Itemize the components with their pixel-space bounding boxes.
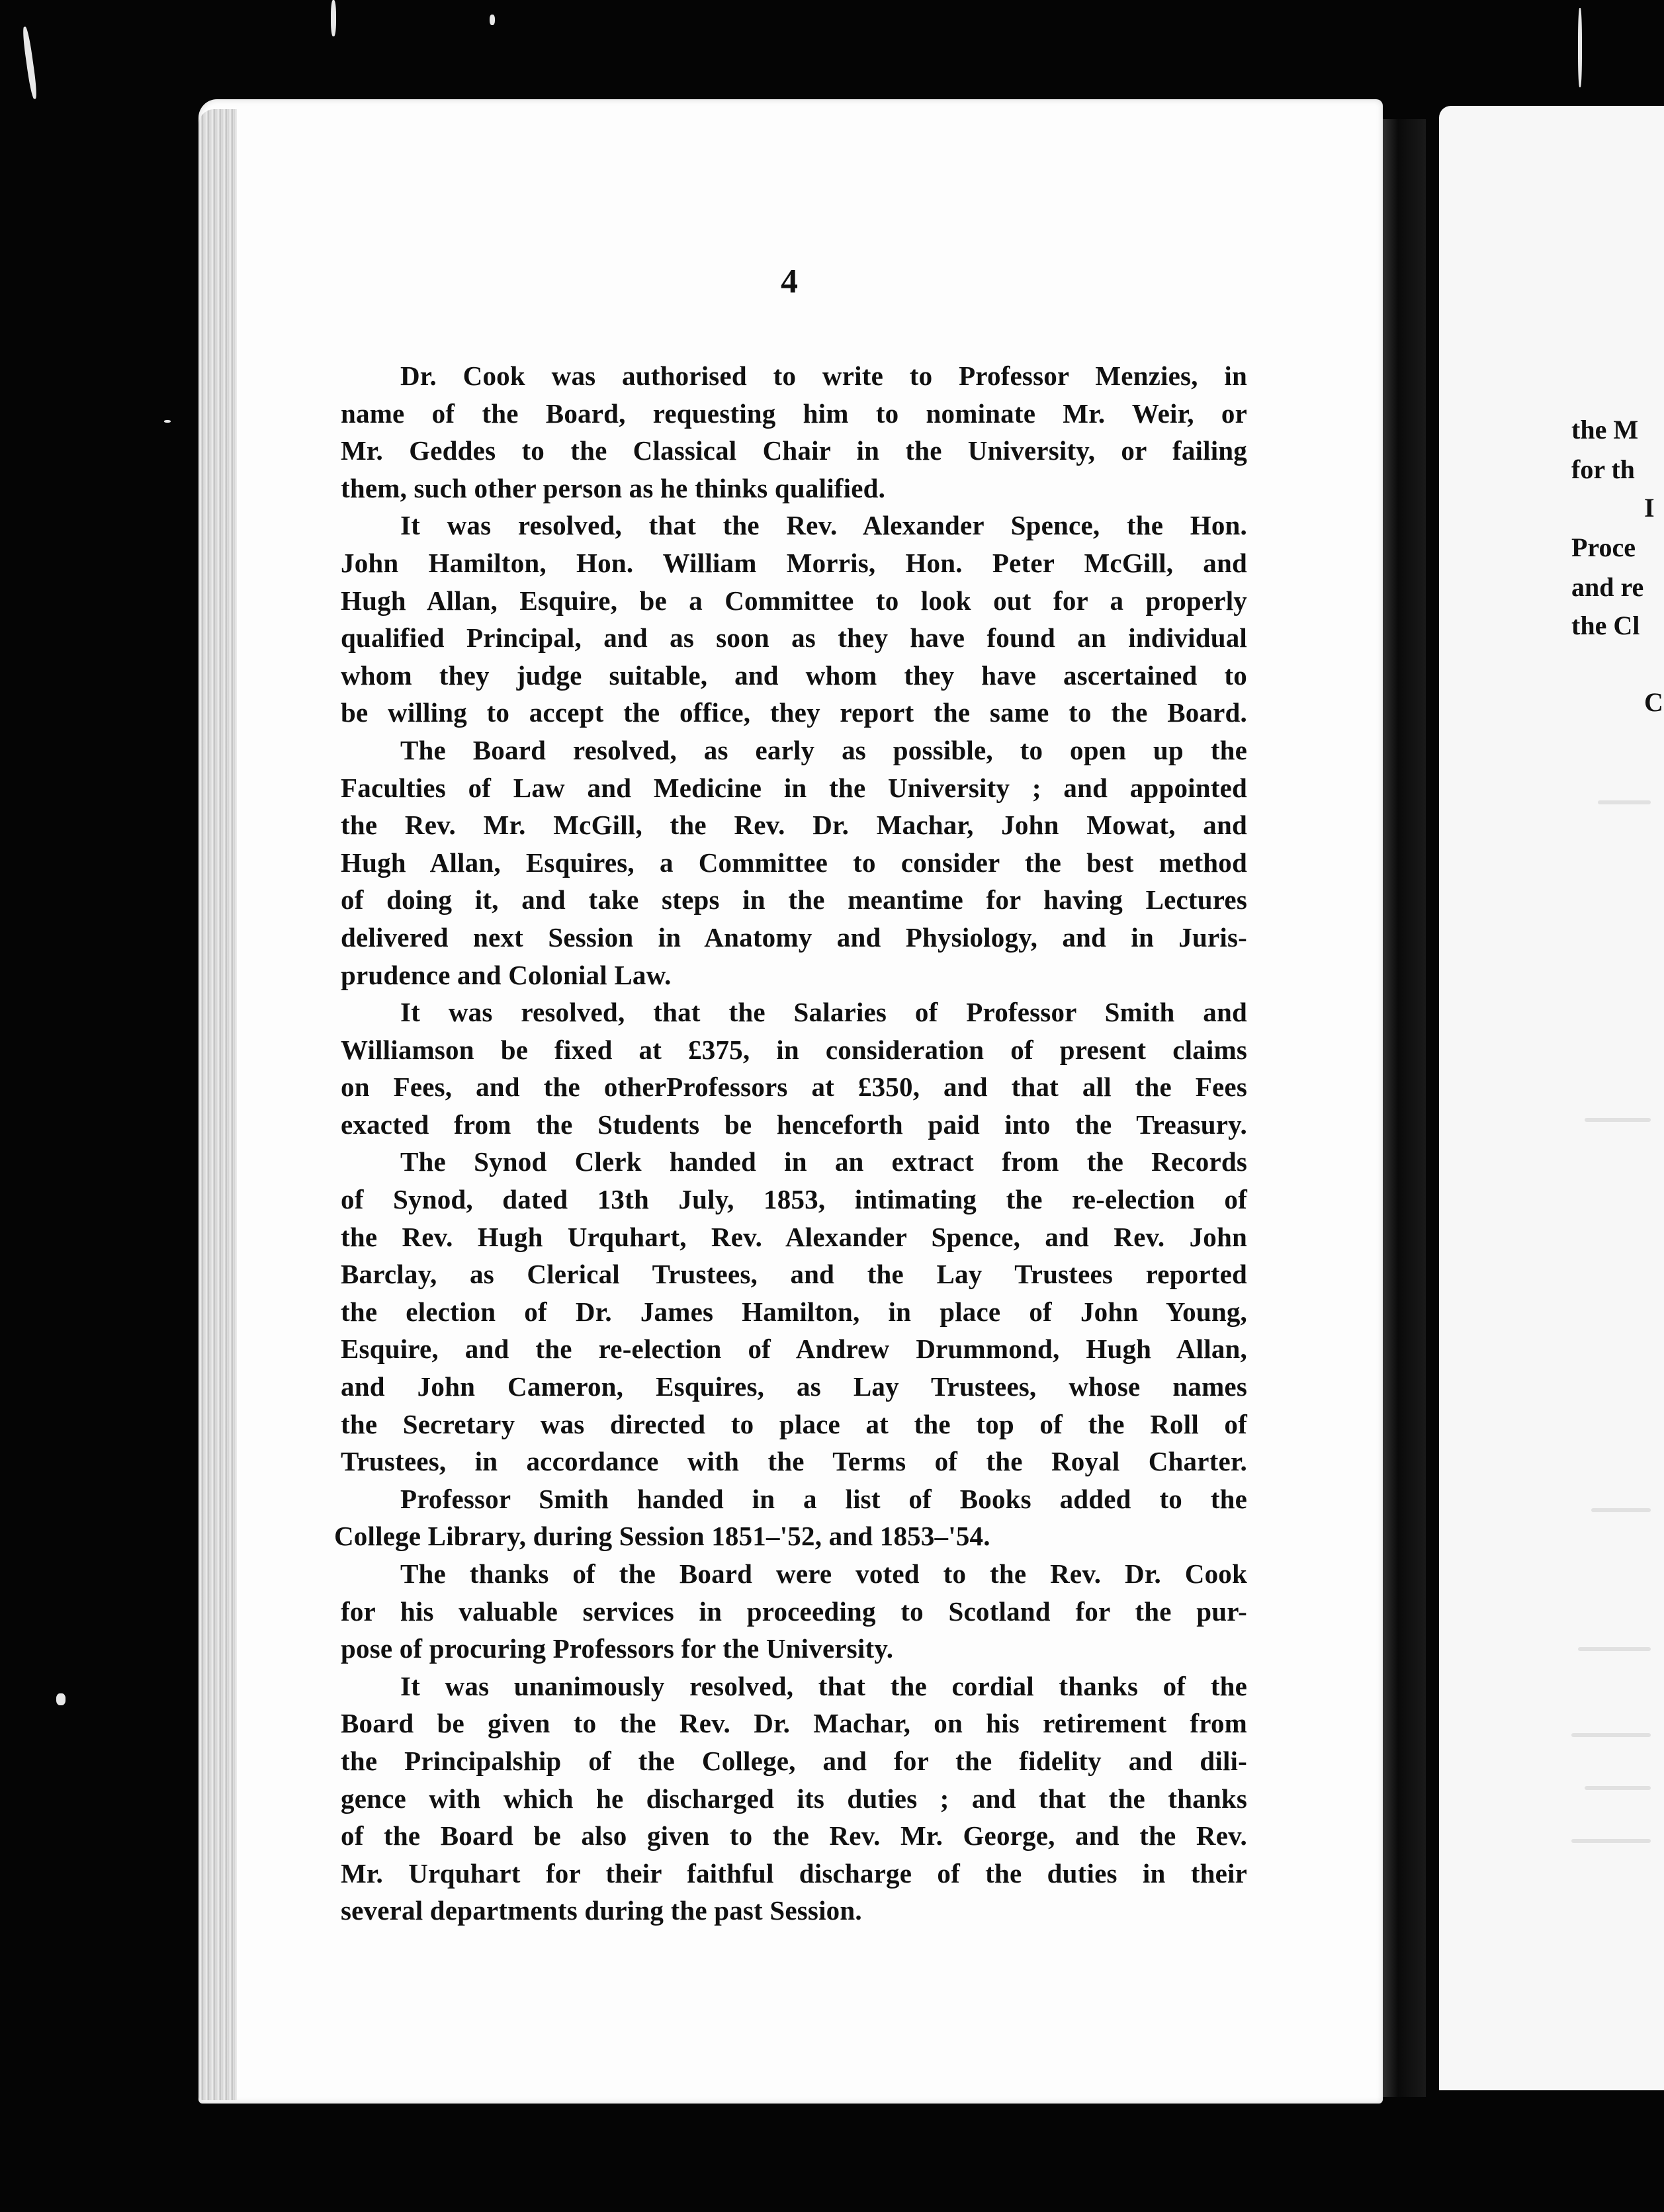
text-line: Williamson be fixed at £375, in consideration of present claims [341,1034,1247,1065]
film-speck [21,26,38,99]
text-line: the Secretary was directed to place at the top of the Roll of [341,1408,1247,1439]
text-line: the Principalship of the College, and for the fidelity and dili- [341,1745,1247,1776]
bleed-through-line [1571,1733,1651,1737]
text-line: gence with which he discharged its duties ; and that the thanks [341,1783,1247,1814]
text-line: Mr. Urquhart for their faithful discharge of the duties in their [341,1857,1247,1889]
text-line: College Library, during Session 1851–'52, and 1853–'54. [334,1521,990,1552]
text-line: Board be given to the Rev. Dr. Machar, on his retirement from [341,1708,1247,1739]
page-body-text [334,357,1247,1930]
bleed-through-line [1571,1839,1651,1843]
text-line: Esquire, and the re-election of Andrew Drummond, Hugh Allan, [341,1334,1247,1365]
film-speck [331,0,336,36]
text-line: them, such other person as he thinks qualified. [341,472,886,503]
text-line: Trustees, in accordance with the Terms of the Royal Charter. [341,1446,1247,1477]
text-line: The Board resolved, as early as possible, to open up the [400,734,1247,765]
text-line: exacted from the Students be henceforth paid into the Treasury. [341,1109,1247,1140]
text-line: Barclay, as Clerical Trustees, and the Lay Trustees reported [341,1259,1247,1290]
text-line: of doing it, and take steps in the meantime for having Lectures [341,884,1247,915]
facing-page-line: C [1644,687,1663,717]
page-edge [198,109,237,2100]
book-gutter [1379,119,1426,2097]
text-line: the Rev. Hugh Urquhart, Rev. Alexander Spence, and Rev. John [341,1221,1247,1252]
page-number: 4 [781,263,798,300]
text-line: Mr. Geddes to the Classical Chair in the University, or failing [341,435,1247,466]
bleed-through-line [1578,1647,1651,1651]
text-line: for his valuable services in proceeding to Scotland for the pur- [341,1595,1247,1627]
bleed-through-line [1591,1508,1651,1512]
text-line: It was resolved, that the Rev. Alexander Spence, the Hon. [400,510,1247,541]
facing-page-line: for th [1571,454,1635,484]
facing-page-line: I [1644,493,1655,523]
text-line: on Fees, and the otherProfessors at £350, and that all the Fees [341,1072,1247,1103]
text-line: Hugh Allan, Esquires, a Committee to consider the best method [341,847,1247,878]
bleed-through-line [1598,800,1651,804]
text-line: Professor Smith handed in a list of Books added to the [400,1483,1247,1514]
film-speck [164,420,171,423]
text-line: whom they judge suitable, and whom they have ascertained to [341,659,1247,691]
text-line: delivered next Session in Anatomy and Physiology, and in Juris- [341,921,1247,953]
facing-page-line: and re [1571,572,1644,602]
text-line: It was unanimously resolved, that the cordial thanks of the [400,1670,1247,1701]
text-line: name of the Board, requesting him to nominate Mr. Weir, or [341,398,1247,429]
text-line: the Rev. Mr. McGill, the Rev. Dr. Machar, John Mowat, and [341,810,1247,841]
film-speck [490,15,495,25]
text-line: qualified Principal, and as soon as they have found an individual [341,622,1247,654]
text-line: prudence and Colonial Law. [341,959,672,990]
text-line: and John Cameron, Esquires, as Lay Trustees, whose names [341,1371,1247,1402]
facing-page-line: the Cl [1571,611,1640,640]
facing-page [1439,106,1664,2090]
text-line: Hugh Allan, Esquire, be a Committee to look out for a properly [341,585,1247,616]
bleed-through-line [1585,1118,1651,1122]
facing-page-line: the M [1571,415,1639,445]
text-line: pose of procuring Professors for the University. [341,1633,894,1664]
film-speck [1578,8,1582,87]
text-line: of Synod, dated 13th July, 1853, intimating the re-election of [341,1184,1247,1215]
text-line: The Synod Clerk handed in an extract from the Records [400,1146,1247,1177]
bleed-through-line [1585,1786,1651,1790]
text-line: The thanks of the Board were voted to the Rev. Dr. Cook [400,1558,1247,1589]
text-line: Faculties of Law and Medicine in the University ; and appointed [341,772,1247,803]
text-line: be willing to accept the office, they report the same to the Board. [341,697,1247,728]
text-line: It was resolved, that the Salaries of Professor Smith and [400,997,1247,1028]
film-speck [56,1693,66,1705]
text-line: Dr. Cook was authorised to write to Professor Menzies, in [400,361,1247,391]
text-line: of the Board be also given to the Rev. Mr. George, and the Rev. [341,1820,1247,1851]
text-line: the election of Dr. James Hamilton, in place of John Young, [341,1296,1247,1327]
text-line: John Hamilton, Hon. William Morris, Hon. Peter McGill, and [341,547,1247,578]
facing-page-line: Proce [1571,532,1636,562]
text-line: several departments during the past Session. [341,1895,862,1926]
